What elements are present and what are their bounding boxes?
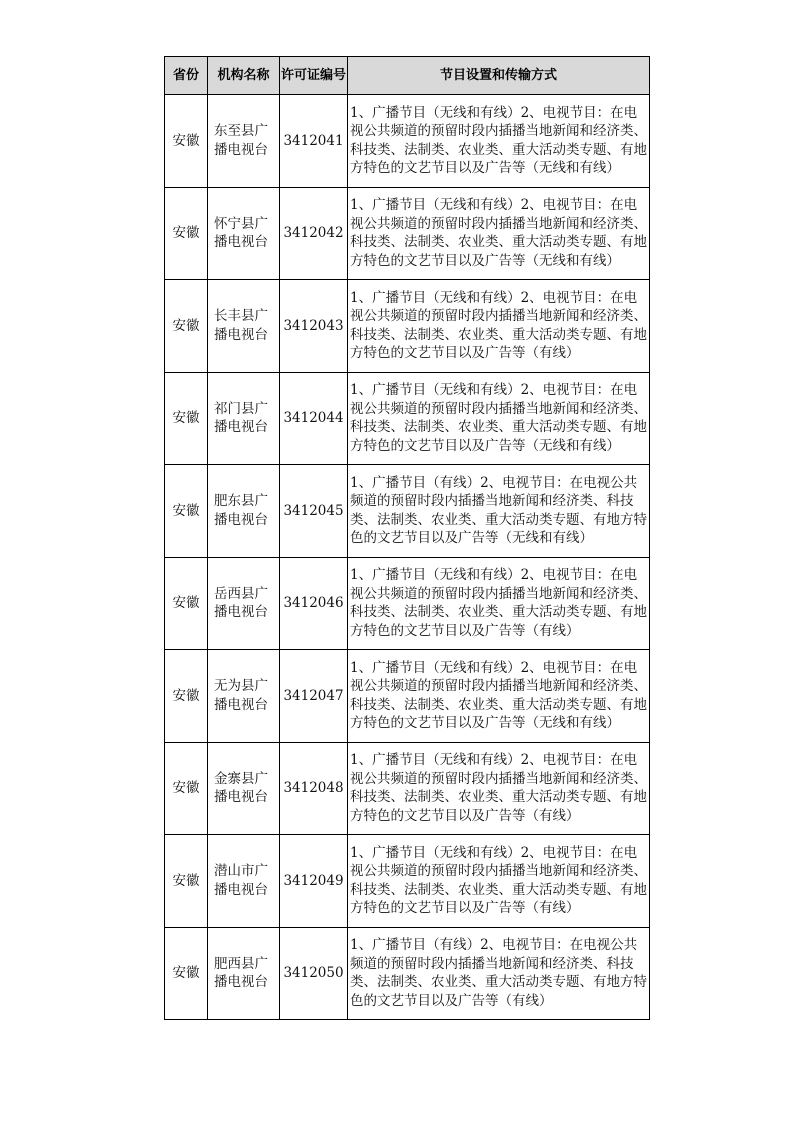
cell-province: 安徽	[165, 742, 208, 835]
cell-license-no: 3412050	[280, 927, 348, 1020]
cell-program-setting	[348, 465, 650, 558]
cell-program-setting	[348, 650, 650, 743]
license-table	[164, 56, 650, 1020]
cell-organization: 岳西县广播电视台	[208, 557, 280, 650]
program-setting-text: 1、广播节目（无线和有线）2、电视节目：在电视公共频道的预留时段内插播当地新闻和经济类、科技类、法制类、农业类、重大活动类专题、有地方特色的文艺节目以及广告等（无线和有线）	[350, 197, 647, 269]
header-license-no: 许可证编号	[280, 57, 348, 95]
cell-organization: 东至县广播电视台	[208, 95, 280, 188]
program-setting-text: 1、广播节目（无线和有线）2、电视节目：在电视公共频道的预留时段内插播当地新闻和经济类、科技类、法制类、农业类、重大活动类专题、有地方特色的文艺节目以及广告等（无线和有线）	[350, 104, 647, 177]
header-province: 省份	[165, 57, 208, 95]
program-setting-text: 1、广播节目（无线和有线）2、电视节目：在电视公共频道的预留时段内插播当地新闻和经济类、科技类、法制类、农业类、重大活动类专题、有地方特色的文艺节目以及广告等（无线和有线）	[350, 659, 647, 732]
cell-province: 安徽	[165, 927, 208, 1020]
cell-province: 安徽	[165, 280, 208, 373]
table-row	[165, 650, 650, 743]
cell-license-no: 3412046	[280, 557, 348, 650]
table-row	[165, 95, 650, 188]
table-header-row	[165, 57, 650, 95]
cell-program-setting	[348, 742, 650, 835]
cell-program-setting	[348, 835, 650, 928]
cell-program-setting	[348, 187, 650, 280]
program-setting-text: 1、广播节目（无线和有线）2、电视节目：在电视公共频道的预留时段内插播当地新闻和经济类、科技类、法制类、农业类、重大活动类专题、有地方特色的文艺节目以及广告等（有线）	[350, 567, 647, 639]
license-table-sheet	[164, 56, 649, 1020]
cell-organization: 肥东县广播电视台	[208, 465, 280, 558]
cell-organization: 祁门县广播电视台	[208, 372, 280, 465]
cell-program-setting	[348, 557, 650, 650]
cell-organization: 金寨县广播电视台	[208, 742, 280, 835]
table-row	[165, 927, 650, 1020]
cell-license-no: 3412048	[280, 742, 348, 835]
cell-program-setting	[348, 927, 650, 1020]
cell-organization: 怀宁县广播电视台	[208, 187, 280, 280]
table-row	[165, 187, 650, 280]
cell-license-no: 3412045	[280, 465, 348, 558]
cell-province: 安徽	[165, 650, 208, 743]
table-row	[165, 280, 650, 373]
table-row	[165, 465, 650, 558]
table-row	[165, 835, 650, 928]
program-setting-text: 1、广播节目（无线和有线）2、电视节目：在电视公共频道的预留时段内插播当地新闻和经济类、科技类、法制类、农业类、重大活动类专题、有地方特色的文艺节目以及广告等（无线和有线）	[350, 382, 647, 454]
cell-organization: 潜山市广播电视台	[208, 835, 280, 928]
cell-license-no: 3412044	[280, 372, 348, 465]
cell-license-no: 3412042	[280, 187, 348, 280]
cell-province: 安徽	[165, 835, 208, 928]
cell-organization: 肥西县广播电视台	[208, 927, 280, 1020]
cell-province: 安徽	[165, 372, 208, 465]
cell-province: 安徽	[165, 465, 208, 558]
cell-license-no: 3412049	[280, 835, 348, 928]
table-row	[165, 372, 650, 465]
cell-province: 安徽	[165, 187, 208, 280]
cell-license-no: 3412047	[280, 650, 348, 743]
program-setting-text: 1、广播节目（无线和有线）2、电视节目：在电视公共频道的预留时段内插播当地新闻和经济类、科技类、法制类、农业类、重大活动类专题、有地方特色的文艺节目以及广告等（有线）	[350, 844, 647, 917]
cell-organization: 无为县广播电视台	[208, 650, 280, 743]
table-row	[165, 557, 650, 650]
header-program-setting: 节目设置和传输方式	[348, 57, 650, 95]
cell-province: 安徽	[165, 557, 208, 650]
cell-program-setting	[348, 372, 650, 465]
cell-license-no: 3412043	[280, 280, 348, 373]
cell-province: 安徽	[165, 95, 208, 188]
cell-license-no: 3412041	[280, 95, 348, 188]
cell-program-setting	[348, 280, 650, 373]
header-organization: 机构名称	[208, 57, 280, 95]
program-setting-text: 1、广播节目（无线和有线）2、电视节目：在电视公共频道的预留时段内插播当地新闻和经济类、科技类、法制类、农业类、重大活动类专题、有地方特色的文艺节目以及广告等（有线）	[350, 289, 647, 362]
program-setting-text: 1、广播节目（有线）2、电视节目：在电视公共频道的预留时段内插播当地新闻和经济类、科技类、法制类、农业类、重大活动类专题、有地方特色的文艺节目以及广告等（有线）	[350, 937, 647, 1009]
cell-program-setting	[348, 95, 650, 188]
program-setting-text: 1、广播节目（有线）2、电视节目：在电视公共频道的预留时段内插播当地新闻和经济类、科技类、法制类、农业类、重大活动类专题、有地方特色的文艺节目以及广告等（无线和有线）	[350, 474, 647, 547]
table-row	[165, 742, 650, 835]
program-setting-text: 1、广播节目（无线和有线）2、电视节目：在电视公共频道的预留时段内插播当地新闻和经济类、科技类、法制类、农业类、重大活动类专题、有地方特色的文艺节目以及广告等（有线）	[350, 752, 647, 824]
cell-organization: 长丰县广播电视台	[208, 280, 280, 373]
